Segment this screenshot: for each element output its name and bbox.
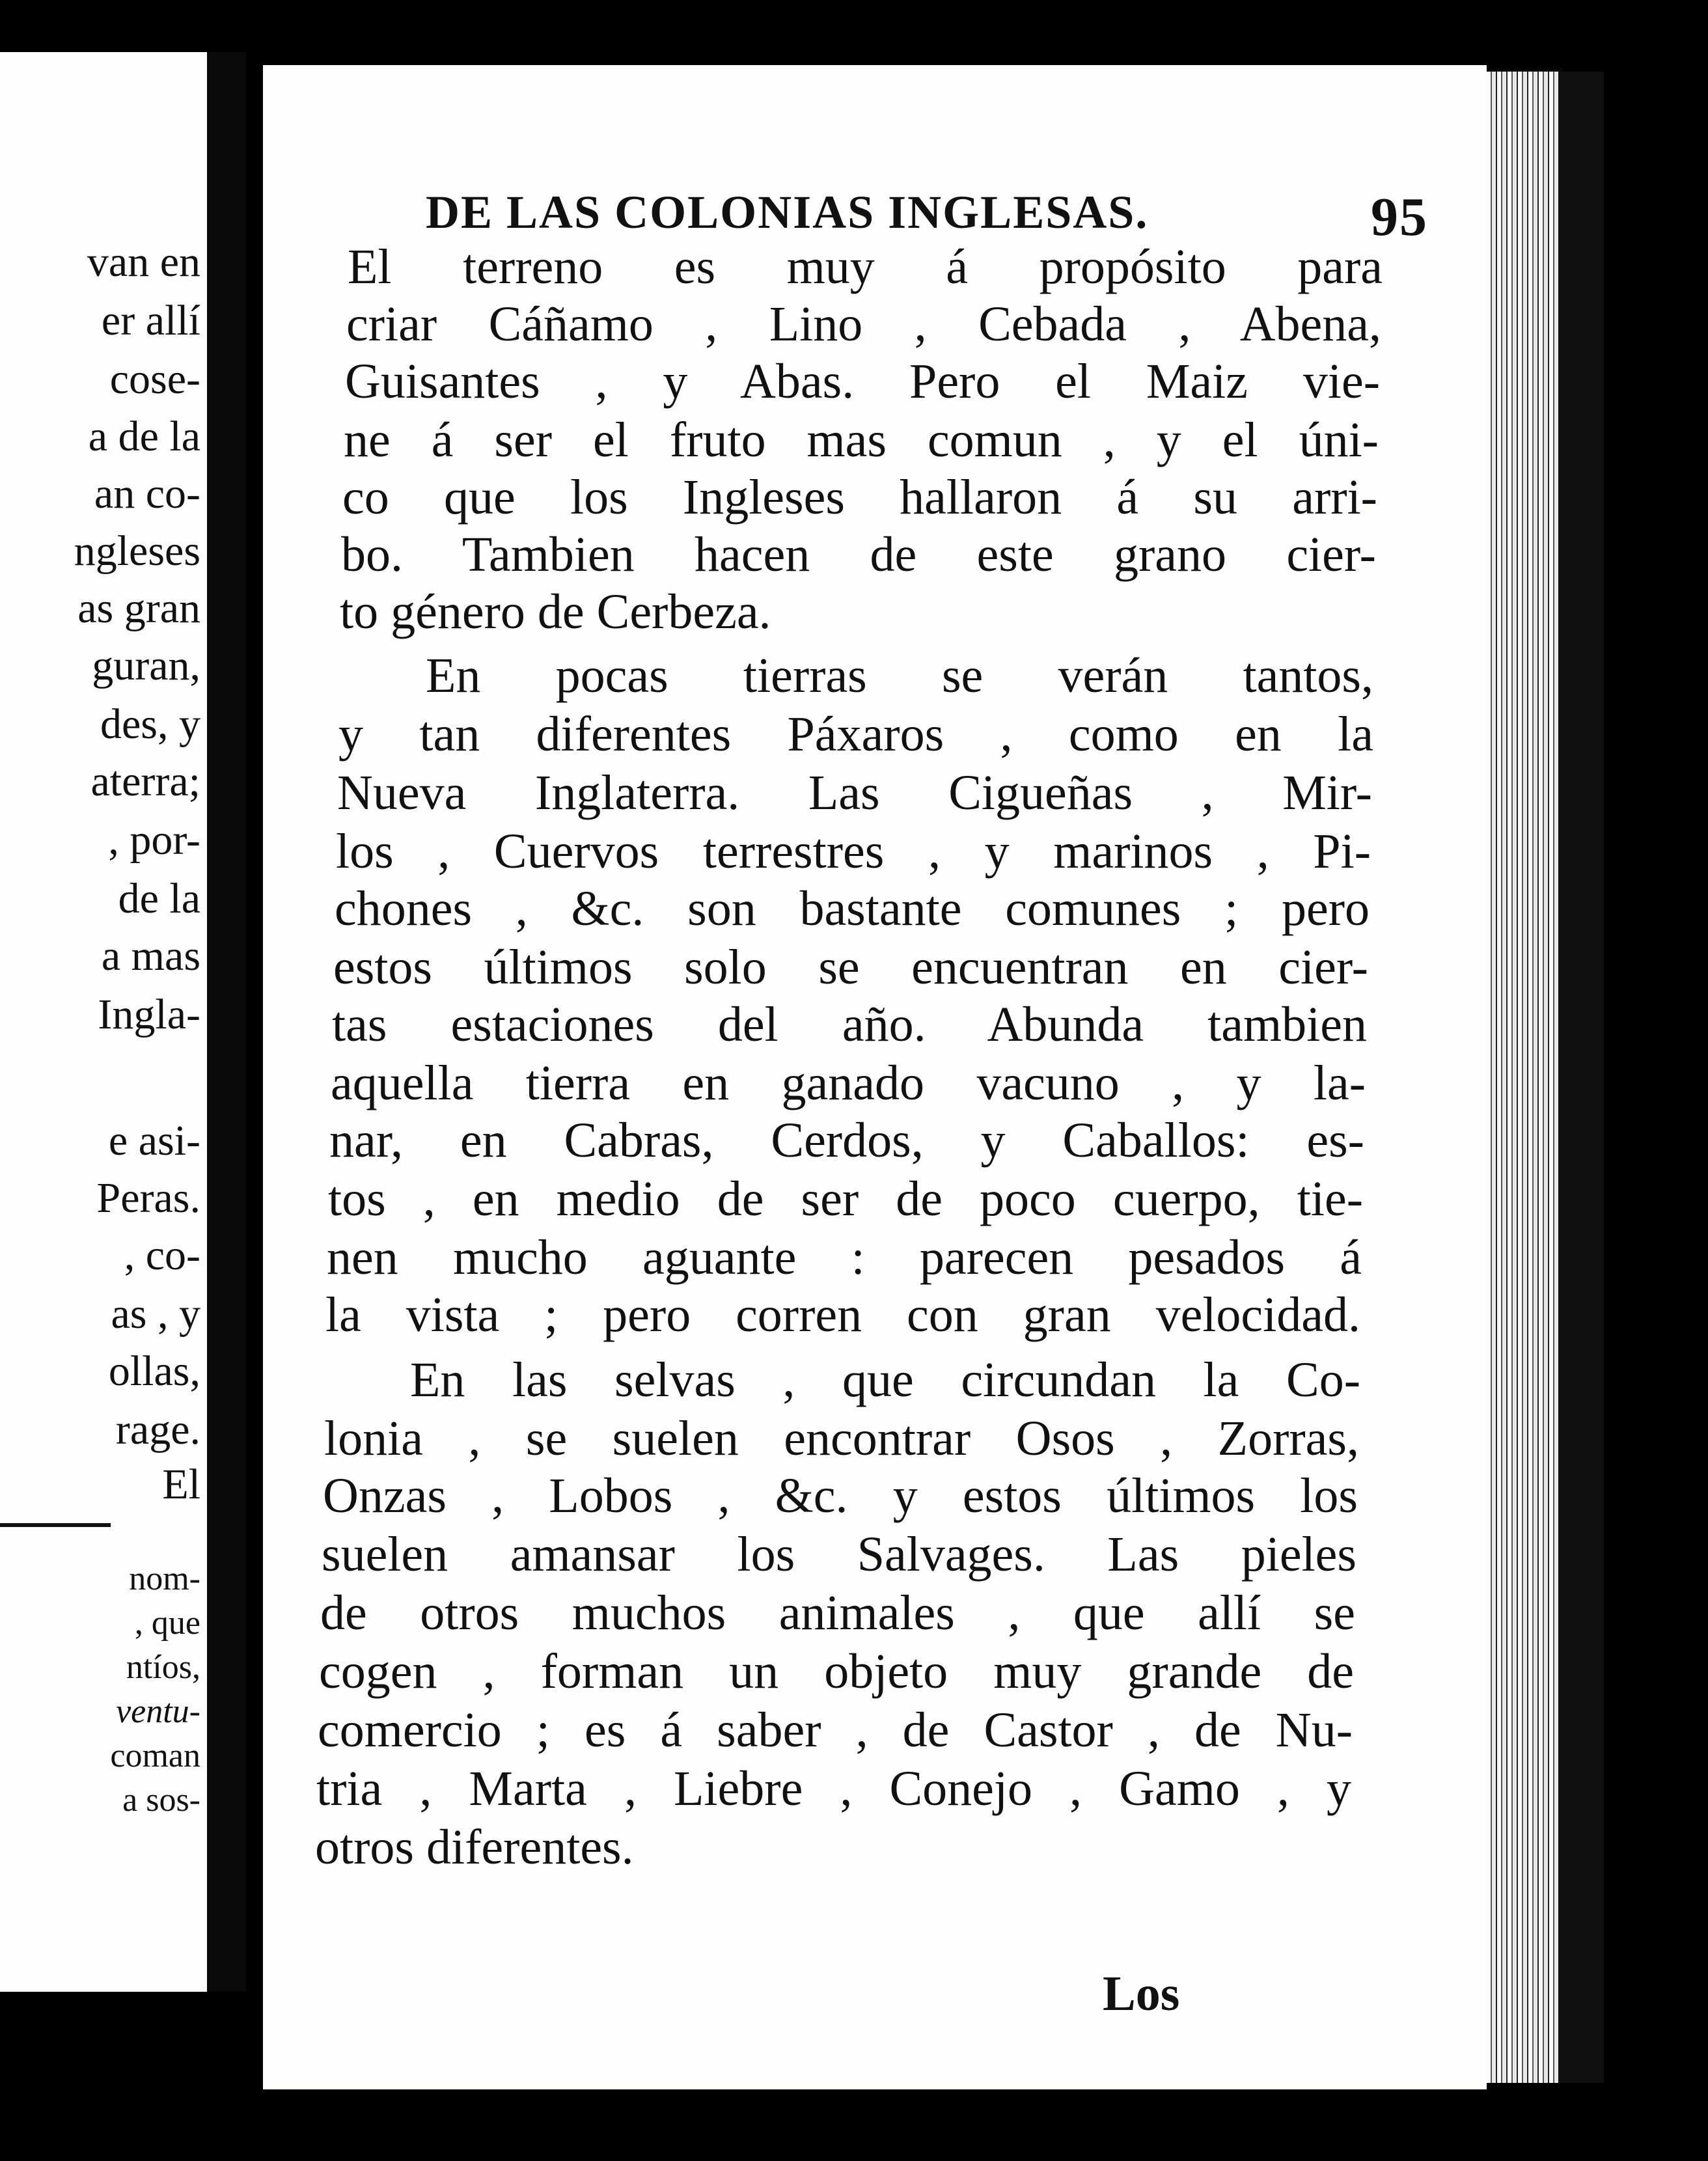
text-line: lonia , se suelen encontrar Osos , Zorras, bbox=[324, 1411, 1359, 1466]
text-line: Guisantes , y Abas. Pero el Maiz vie- bbox=[345, 354, 1380, 409]
text-line: El terreno es muy á propósito para bbox=[348, 240, 1383, 294]
text-line: la vista ; pero corren con gran velocidad. bbox=[325, 1287, 1360, 1342]
left-footnote-line: nom- bbox=[129, 1560, 200, 1597]
left-footnote-line: , que bbox=[134, 1604, 200, 1642]
left-line: Peras. bbox=[96, 1174, 200, 1222]
left-line: des, y bbox=[100, 700, 200, 748]
left-line: ollas, bbox=[108, 1347, 200, 1395]
text-line: comercio ; es á saber , de Castor , de Nu- bbox=[318, 1703, 1353, 1757]
left-line: de la bbox=[118, 875, 200, 922]
text-line: tos , en medio de ser de poco cuerpo, tie- bbox=[328, 1172, 1363, 1226]
text-line: aquella tierra en ganado vacuno , y la- bbox=[331, 1056, 1366, 1110]
text-line: cogen , forman un objeto muy grande de bbox=[319, 1644, 1354, 1699]
text-line: criar Cáñamo , Lino , Cebada , Abena, bbox=[346, 297, 1381, 351]
text-line: ne á ser el fruto mas comun , y el úni- bbox=[344, 413, 1379, 467]
left-line: as , y bbox=[111, 1290, 200, 1338]
footnote-rule bbox=[0, 1523, 111, 1527]
left-line: as gran bbox=[77, 585, 200, 632]
text-line: de otros muchos animales , que allí se bbox=[320, 1586, 1355, 1640]
left-line: aterra; bbox=[90, 758, 200, 805]
left-line: El bbox=[162, 1461, 200, 1508]
left-footnote-line: a sos- bbox=[122, 1782, 200, 1819]
left-page-fragment bbox=[0, 52, 207, 1992]
text-line: otros diferentes. bbox=[315, 1820, 634, 1875]
left-line: van en bbox=[87, 238, 200, 286]
text-line: y tan diferentes Páxaros , como en la bbox=[338, 707, 1373, 762]
text-line: suelen amansar los Salvages. Las pieles bbox=[322, 1527, 1357, 1582]
page-edges bbox=[1487, 72, 1558, 2083]
text-line: co que los Ingleses hallaron á su arri- bbox=[342, 470, 1377, 525]
left-line: e asi- bbox=[108, 1117, 200, 1164]
text-line: Nueva Inglaterra. Las Cigueñas , Mir- bbox=[337, 765, 1372, 820]
left-line: a mas bbox=[101, 932, 200, 980]
left-footnote-line: ntíos, bbox=[126, 1649, 200, 1686]
text-line: Onzas , Lobos , &c. y estos últimos los bbox=[323, 1468, 1358, 1523]
left-line: , por- bbox=[108, 816, 200, 864]
text-line: bo. Tambien hacen de este grano cier- bbox=[341, 527, 1376, 582]
book-gutter bbox=[207, 52, 246, 1992]
text-line: nar, en Cabras, Cerdos, y Caballos: es- bbox=[329, 1113, 1364, 1168]
left-line: , co- bbox=[124, 1232, 200, 1279]
text-line: tas estaciones del año. Abunda tambien bbox=[332, 997, 1367, 1052]
left-line: er allí bbox=[101, 297, 200, 344]
left-line: guran, bbox=[92, 642, 200, 689]
book-edge-shadow bbox=[1558, 72, 1604, 2083]
text-line: nen mucho aguante : parecen pesados á bbox=[327, 1230, 1362, 1285]
text-line: los , Cuervos terrestres , y marinos , Pi- bbox=[336, 824, 1371, 879]
left-footnote-line: coman bbox=[110, 1737, 200, 1774]
text-line: estos últimos solo se encuentran en cier- bbox=[333, 940, 1368, 995]
text-line: to género de Cerbeza. bbox=[340, 585, 771, 639]
left-line: a de la bbox=[88, 413, 200, 460]
left-line: an co- bbox=[94, 470, 200, 517]
left-line: rage. bbox=[115, 1406, 200, 1453]
page-number: 95 bbox=[1371, 187, 1428, 247]
text-line: En las selvas , que circundan la Co- bbox=[410, 1353, 1360, 1407]
running-head-title: DE LAS COLONIAS INGLESAS. bbox=[426, 186, 1149, 238]
right-page bbox=[263, 65, 1487, 2089]
left-line: cose- bbox=[109, 355, 200, 403]
left-line: ngleses bbox=[74, 527, 200, 575]
text-line: chones , &c. son bastante comunes ; pero bbox=[335, 881, 1370, 936]
left-footnote-line: ventu- bbox=[116, 1693, 200, 1730]
left-line: Ingla- bbox=[98, 991, 200, 1038]
text-line: tria , Marta , Liebre , Conejo , Gamo , y bbox=[316, 1761, 1351, 1816]
text-line: En pocas tierras se verán tantos, bbox=[426, 648, 1373, 703]
catchword: Los bbox=[1103, 1966, 1180, 2021]
